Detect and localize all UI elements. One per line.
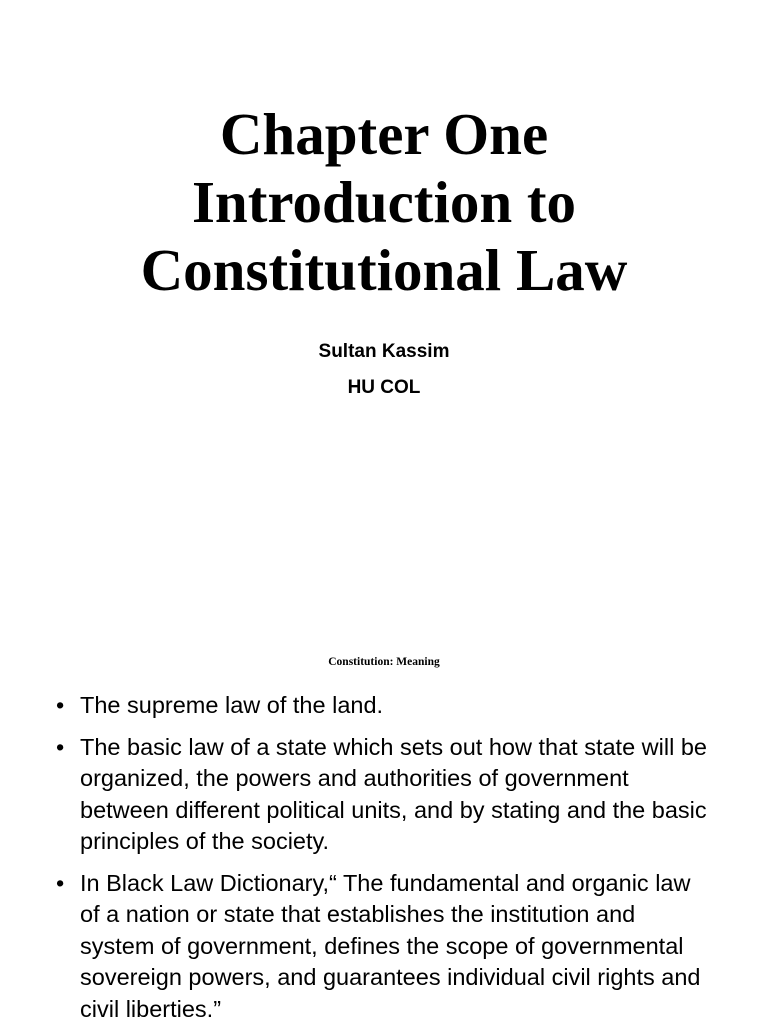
bullet-icon: • — [56, 692, 65, 718]
author-affiliation: HU COL — [347, 377, 421, 398]
bullet-list — [56, 690, 716, 1024]
list-item-text: The supreme law of the land. — [80, 692, 384, 718]
title-line-1: Chapter One — [219, 101, 549, 167]
list-item — [56, 690, 716, 722]
section-heading: Constitution: Meaning — [328, 656, 440, 668]
slide-title — [0, 100, 768, 304]
title-line-2: Introduction to — [191, 169, 577, 235]
bullet-icon: • — [56, 869, 65, 896]
list-item — [56, 868, 716, 1024]
author-name: Sultan Kassim — [318, 341, 450, 362]
list-item-text: The basic law of a state which sets out how that state will be organized, the powers and authorities of government between different political units, and by stating and the basic principles of the society. — [80, 733, 707, 854]
list-item — [56, 732, 716, 858]
list-item-text: In Black Law Dictionary,“ The fundamental and organic law of a nation or state that establishes the institution and system of government, defines the scope of governmental sovereign powers, and guarantees individual civil rights and civil liberties.” — [80, 869, 701, 1022]
bullet-icon: • — [56, 733, 65, 760]
title-line-3: Constitutional Law — [140, 237, 628, 303]
